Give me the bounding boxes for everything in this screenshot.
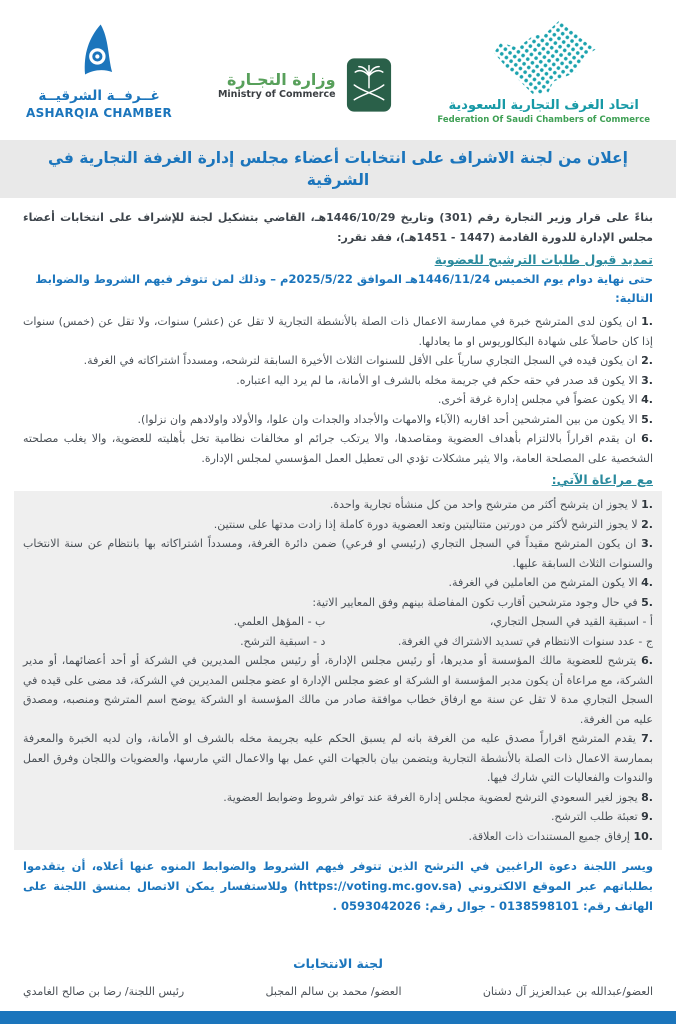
item-number: 1. bbox=[641, 315, 653, 328]
item-text: ان يكون قيده في السجل التجاري سارياً على الأقل للسنوات الثلاث الأخيرة السابقة لترشحه، ومسدداً اشتراكاته في الغرفة. bbox=[83, 354, 638, 367]
criteria-right: ج - عدد سنوات الانتظام في تسديد الاشتراك في الغرفة. bbox=[397, 634, 653, 648]
logos-header bbox=[0, 0, 676, 134]
criteria-row bbox=[23, 612, 653, 632]
item-number: 3. bbox=[641, 537, 653, 550]
closing-text-post: ) وللاستفسار يمكن الاتصال بمنسق اللجنة على الهاتف رقم: 0138598101 - جوال رقم: 0593042026 . bbox=[23, 879, 653, 913]
asharqia-sail-icon bbox=[68, 22, 130, 86]
closing-text-pre: ويسر اللجنة دعوة الراغبين في الترشح الذين تتوفر فيهم الشروط والضوابط المنوه عنها أعلاه، أن يتقدموا بطلباتهم عبر الموقع الالكتروني ( bbox=[23, 859, 653, 893]
list-item bbox=[23, 371, 653, 391]
list-item bbox=[23, 312, 653, 351]
bottom-blue-bar bbox=[0, 1011, 676, 1024]
election-committee-footer bbox=[23, 956, 653, 998]
item-text: يجوز لغير السعودي الترشح لعضوية مجلس إدارة الغرفة عند توافر شروط وضوابط العضوية. bbox=[223, 790, 638, 804]
item-number: 1. bbox=[641, 498, 653, 511]
committee-title: لجنة الانتخابات bbox=[293, 956, 383, 971]
item-number: 9. bbox=[641, 810, 653, 823]
conditions-list bbox=[23, 312, 653, 468]
criteria-left: ب - المؤهل العلمي. bbox=[233, 615, 326, 628]
item-text: الا يكون المترشح من العاملين في الغرفة. bbox=[448, 576, 638, 589]
closing-paragraph bbox=[23, 856, 653, 916]
committee-member-name: العضو/ محمد بن سالم المجبل bbox=[265, 985, 402, 998]
criteria-row bbox=[23, 632, 653, 652]
item-text: لا يجوز الترشح لأكثر من دورتين متتاليتين وتعد العضوية دورة كاملة إذا زادت مدتها على سنتين. bbox=[213, 517, 638, 531]
title-band bbox=[0, 140, 676, 198]
list-item bbox=[23, 651, 653, 729]
criteria-left: د - اسبقية الترشح. bbox=[240, 634, 326, 648]
ministry-of-commerce-logo bbox=[218, 57, 392, 113]
item-number: 8. bbox=[641, 790, 653, 804]
item-text: يترشح للعضوية مالك المؤسسة أو مديرها، أو رئيس مجلس الإدارة، أو رئيس مجلس المديرين في الشركة أو أحد أعضائهما، أو مدير الشركة، مع مراعاة أن يكون مدير المؤسسة او الشركة او عضو مجلس الإدارة او عضو مجلس المديرين في الشركة، قد مضى على قيده في السجل التجاري مدة لا تقل عن سنة مع ارفاق خطاب موافقة صادر من مالك المؤسسة او الشركة يوضح اسم المترشح ومنصبه، ومصدق عليه من الغرفة. bbox=[23, 654, 653, 726]
page-title: إعلان من لجنة الاشراف على انتخابات أعضاء مجلس إدارة الغرفة التجارية في الشرقية bbox=[48, 149, 628, 189]
list-item bbox=[23, 351, 653, 371]
item-number: 3. bbox=[641, 373, 653, 387]
item-number: 10. bbox=[633, 829, 653, 843]
list-item bbox=[23, 788, 653, 808]
committee-members bbox=[23, 985, 653, 998]
federation-name-en: Federation Of Saudi Chambers of Commerce bbox=[437, 114, 650, 125]
item-text: الا يكون عضواً في مجلس إدارة غرفة أخرى. bbox=[437, 393, 638, 406]
list-item bbox=[23, 515, 653, 535]
list-item bbox=[23, 729, 653, 788]
announcement-body bbox=[0, 208, 676, 916]
ministry-name-ar: وزارة التجـارة bbox=[226, 70, 336, 89]
committee-member-name: رئيس اللجنة/ رضا بن صالح الغامدي bbox=[23, 985, 185, 998]
deadline-line: حتى نهاية دوام يوم الخميس 1446/11/24هـ الموافق 2025/5/22م – وذلك لمن تتوفر فيهم الشروط والضوابط التالية: bbox=[35, 272, 653, 305]
asharqia-name-ar: غــرفــة الشرقيــة bbox=[38, 88, 160, 104]
voting-site-link[interactable]: https://voting.mc.gov.sa bbox=[299, 879, 457, 893]
rules-list-part1 bbox=[23, 495, 653, 612]
list-item bbox=[23, 593, 653, 613]
saudi-map-dots-icon bbox=[485, 18, 603, 96]
list-item bbox=[23, 827, 653, 847]
asharqia-chamber-logo bbox=[26, 22, 172, 120]
item-text: إرفاق جميع المستندات ذات العلاقة. bbox=[468, 829, 630, 843]
asharqia-name-en: ASHARQIA CHAMBER bbox=[26, 106, 173, 120]
criteria-rows bbox=[23, 612, 653, 651]
list-item bbox=[23, 429, 653, 468]
item-text: تعبئة طلب الترشح. bbox=[550, 810, 638, 823]
item-number: 5. bbox=[641, 412, 653, 426]
criteria-right: أ - اسبقية القيد في السجل التجاري، bbox=[489, 615, 653, 628]
item-text: ان يكون لدى المترشح خبرة في ممارسة الاعمال ذات الصلة بالأنشطة التجارية لا تقل عن (عشر) سنوات، ولا تقل عن (خمس) سنوات إذا كان حاصلاً على شهادة البكالوريوس او ما يعادلها. bbox=[23, 315, 653, 348]
item-text: الا يكون قد صدر في حقه حكم في جريمة مخله بالشرف او الأمانة، ما لم يرد اليه اعتباره. bbox=[236, 373, 638, 387]
list-item bbox=[23, 390, 653, 410]
item-number: 2. bbox=[641, 517, 653, 531]
item-number: 2. bbox=[641, 354, 653, 367]
item-text: في حال وجود مترشحين أقارب تكون المفاضلة بينهم وفق المعايير الاتية: bbox=[312, 595, 638, 609]
rules-list-part2 bbox=[23, 651, 653, 846]
item-number: 6. bbox=[641, 432, 653, 445]
item-text: يقدم المترشح اقراراً مصدق عليه من الغرفة بانه لم يسبق الحكم عليه بجريمة مخله بالشرف او الأمانة، وان لديه الخبرة والمعرفة بممارسة الاعمال ذات الصلة بالأنشطة التجارية ويتضمن بيان بالجهات التي عمل بها والاعمال التي مارسها، والعضويات واللجان وفرق العمل والندوات والفعاليات التي شارك فيها. bbox=[23, 732, 653, 784]
intro-paragraph: بناءً على قرار وزير التجارة رقم (301) وتاريخ 1446/10/29هـ، القاضي بتشكيل لجنة للإشراف على انتخابات أعضاء مجلس الإدارة للدورة القادمة (1447 - 1451هـ)، فقد تقرر: bbox=[23, 211, 653, 244]
item-text: ان يكون المترشح مقيداً في السجل التجاري (رئيسي او فرعي) ضمن دائرة الغرفة، ومسدداً اشتراكاته بها بانتظام عن سنة الانتخاب والسنوات الثلاث السابقة عليها. bbox=[23, 537, 653, 570]
item-text: الا يكون من بين المترشحين أحد اقاربه (الآباء والامهات والأجداد والجدات وان علوا، والأولاد واولادهم وان نزلوا). bbox=[137, 412, 638, 426]
federation-logo bbox=[437, 18, 650, 125]
section1-heading: تمديد قبول طلبات الترشيح للعضوية bbox=[434, 252, 653, 267]
item-number: 4. bbox=[641, 393, 653, 406]
item-number: 4. bbox=[641, 576, 653, 589]
list-item bbox=[23, 807, 653, 827]
section2-heading: مع مراعاة الآتي: bbox=[551, 472, 653, 487]
item-number: 6. bbox=[641, 654, 653, 667]
saudi-emblem-icon bbox=[346, 57, 392, 113]
committee-member-name: العضو/عبدالله بن عبدالعزيز آل دشنان bbox=[482, 985, 653, 998]
list-item bbox=[23, 495, 653, 515]
item-number: 5. bbox=[641, 595, 653, 609]
conditions-box bbox=[14, 491, 662, 850]
list-item bbox=[23, 410, 653, 430]
federation-name-ar: اتحاد الغرف التجارية السعودية bbox=[448, 97, 639, 113]
ministry-name-en: Ministry of Commerce bbox=[217, 89, 336, 100]
item-number: 7. bbox=[641, 732, 653, 745]
list-item bbox=[23, 534, 653, 573]
item-text: لا يجوز ان يترشح أكثر من مترشح واحد من كل منشأه تجارية واحدة. bbox=[329, 498, 638, 511]
list-item bbox=[23, 573, 653, 593]
item-text: ان يقدم اقراراً بالالتزام بأهداف العضوية ومقاصدها، والا يرتكب جرائم او مخالفات نظامية تخل بأهليته للعضوية، والا يغلب مصلحته الشخصية على المصلحة العامة، والا يثير مشكلات تؤدي الى تعطيل العمل المؤسسي لمجلس الإدارة. bbox=[23, 432, 653, 465]
